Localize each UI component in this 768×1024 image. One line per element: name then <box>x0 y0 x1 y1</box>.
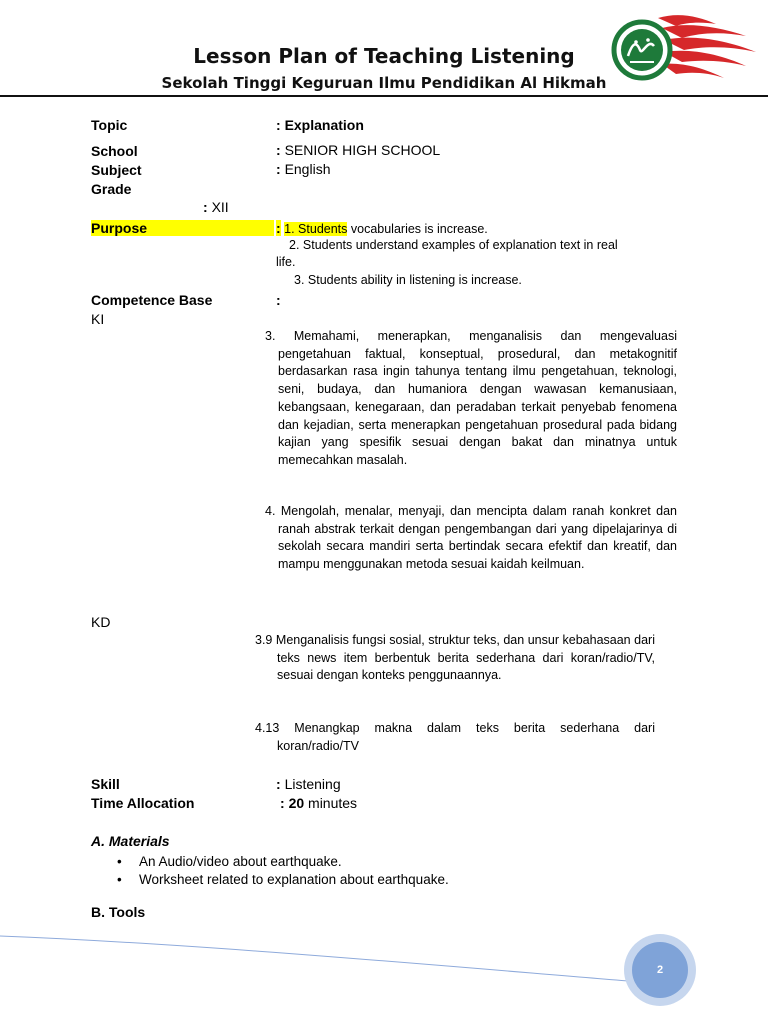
competence-colon: : <box>276 292 281 308</box>
purpose-item-2: 2. Students understand examples of explanation text in real <box>289 238 618 252</box>
page-title: Lesson Plan of Teaching Listening <box>193 44 575 68</box>
page-subtitle: Sekolah Tinggi Keguruan Ilmu Pendidikan Al Hikmah <box>161 74 607 92</box>
subject-label: Subject <box>91 162 142 178</box>
time-unit: minutes <box>308 795 358 811</box>
purpose-colon: : <box>276 220 281 236</box>
grade-label: Grade <box>91 181 132 197</box>
grade-colon: : <box>203 199 208 215</box>
kd-paragraph-3-9-text: 3.9 Menganalisis fungsi sosial, struktur teks, dan unsur kebahasaan dari teks news item berbentuk berita sederhana dari koran/radio/TV, sesuai dengan konteks penggunaannya. <box>255 633 655 683</box>
skill-value <box>276 776 341 792</box>
materials-item: • Worksheet related to explanation about earthquake. <box>115 871 449 889</box>
kd-label: KD <box>91 614 111 630</box>
grade-value <box>203 199 229 215</box>
skill-colon: : <box>276 776 281 792</box>
school-label: School <box>91 143 138 159</box>
purpose-label: Purpose <box>91 220 274 236</box>
time-number: 20 <box>288 795 305 811</box>
grade-text: XII <box>211 199 229 215</box>
school-colon: : <box>276 142 281 158</box>
purpose-item-1 <box>276 220 488 236</box>
ki-paragraph-3-text: 3. Memahami, menerapkan, menganalisis dan mengevaluasi pengetahuan faktual, konseptual, prosedural, dan metakognitif berdasarkan rasa ingin tahunya tentang ilmu pengetahuan, teknologi, seni, budaya, dan humaniora dengan wawasan kemanusiaan, kebangsaan, kenegaraan, dan peradaban terkait penyebab fenomena dan kejadian, serta menerapkan pengetahuan prosedural pada bidang kajian yang spesifik sesuai dengan bakat dan minatnya untuk memecahkan masalah. <box>265 329 677 467</box>
tools-heading: B. Tools <box>91 904 146 920</box>
purpose-item-1-text: vocabularies is increase. <box>347 222 488 236</box>
materials-item: • An Audio/video about earthquake. <box>115 853 449 871</box>
purpose-item-1-highlight: 1. Students <box>284 222 348 236</box>
topic-value <box>276 117 364 133</box>
materials-heading: A. Materials <box>91 833 170 849</box>
topic-label: Topic <box>91 117 128 133</box>
time-allocation-label: Time Allocation <box>91 795 195 811</box>
time-colon: : <box>280 795 285 811</box>
kd-paragraph-3-9 <box>255 632 655 685</box>
page-number: 2 <box>656 964 664 976</box>
skill-label: Skill <box>91 776 120 792</box>
header-divider <box>0 95 768 97</box>
subject-colon: : <box>276 161 281 177</box>
kd-paragraph-4-13 <box>255 720 655 755</box>
topic-colon: : <box>276 117 281 133</box>
ki-paragraph-3 <box>265 328 677 470</box>
school-value <box>276 142 440 158</box>
time-allocation-value <box>280 795 357 811</box>
institution-logo-icon <box>606 10 761 88</box>
materials-list <box>115 853 449 889</box>
school-text: SENIOR HIGH SCHOOL <box>284 142 441 158</box>
kd-paragraph-4-13-text: 4.13 Menangkap makna dalam teks berita sederhana dari koran/radio/TV <box>255 721 655 753</box>
subject-text: English <box>284 161 331 177</box>
competence-label: Competence Base <box>91 292 213 308</box>
topic-text: Explanation <box>284 117 364 133</box>
skill-text: Listening <box>284 776 341 792</box>
purpose-item-3: 3. Students ability in listening is increase. <box>294 273 522 287</box>
ki-paragraph-4-text: 4. Mengolah, menalar, menyaji, dan mencipta dalam ranah konkret dan ranah abstrak terkait dengan pengembangan dari yang dipelajarinya di sekolah secara mandiri serta bertindak secara efektif dan kreatif, dan mampu menggunakan metoda sesuai kaidah keilmuan. <box>265 504 677 572</box>
ki-paragraph-4 <box>265 503 677 574</box>
ki-label: KI <box>91 311 105 327</box>
subject-value <box>276 161 330 177</box>
purpose-item-2-continued: life. <box>276 255 296 269</box>
